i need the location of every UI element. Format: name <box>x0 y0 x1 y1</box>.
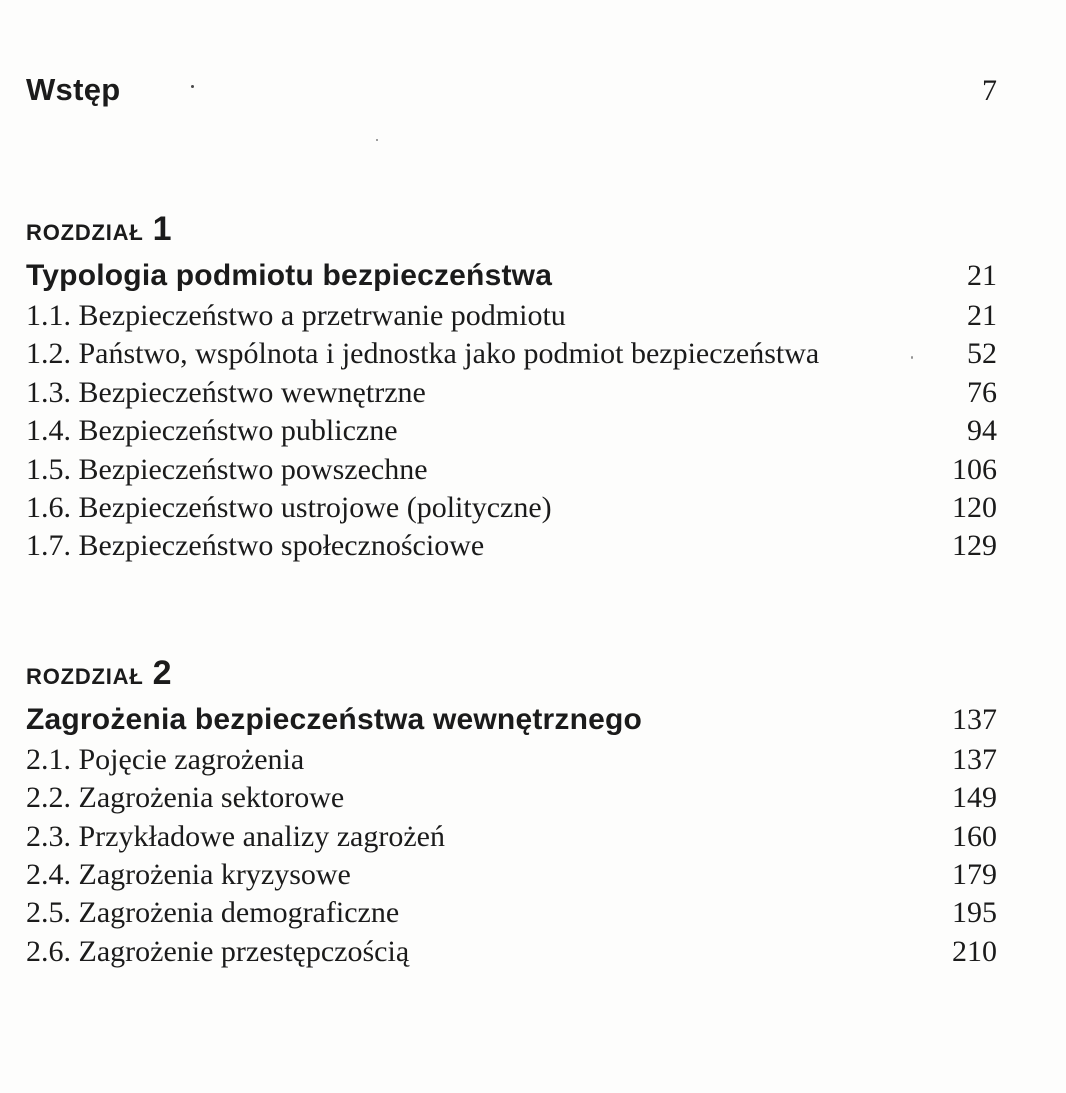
toc-entry-label: 2.1. Pojęcie zagrożenia <box>26 742 305 776</box>
chapter-1-entries <box>26 297 997 566</box>
chapter-1-heading <box>26 209 997 253</box>
toc-entry-page: 52 <box>967 337 997 371</box>
toc-entry-label: 1.3. Bezpieczeństwo wewnętrzne <box>26 375 426 409</box>
toc-entry-row <box>26 527 997 565</box>
chapter-2-entries <box>26 741 997 971</box>
toc-entry-row <box>26 297 997 335</box>
chapter-1-heading-number: 1 <box>152 210 172 248</box>
toc-entry-page: 106 <box>952 452 997 486</box>
toc-entry-row <box>26 741 997 779</box>
toc-entry-row <box>26 451 997 489</box>
toc-entry-row <box>26 818 997 856</box>
toc-entry-row <box>26 779 997 817</box>
toc-entry-label: 1.1. Bezpieczeństwo a przetrwanie podmiotu <box>26 299 566 332</box>
toc-entry-page: 149 <box>952 781 997 815</box>
chapter-2-heading-number: 2 <box>152 653 172 692</box>
toc-front-matter-page: 7 <box>982 74 997 107</box>
toc-entry-page: 129 <box>952 529 997 563</box>
toc-entry-page: 21 <box>967 299 997 332</box>
toc-entry-label: 2.4. Zagrożenia kryzysowe <box>26 858 351 892</box>
toc-entry-label: 2.6. Zagrożenie przestępczością <box>26 934 410 968</box>
toc-entry-page: 76 <box>967 375 997 409</box>
toc-front-matter-row <box>26 73 997 108</box>
toc-entry-page: 210 <box>952 934 997 968</box>
toc-entry-label: 2.2. Zagrożenia sektorowe <box>26 781 345 815</box>
toc-entry-page: 179 <box>952 858 997 892</box>
chapter-2-title: Zagrożenia bezpieczeństwa wewnętrznego <box>26 702 643 736</box>
toc-entry-row <box>26 856 997 894</box>
toc-entry-row <box>26 489 997 527</box>
toc-entry-page: 94 <box>967 414 997 448</box>
toc-entry-row <box>26 412 997 450</box>
toc-entry-label: 1.6. Bezpieczeństwo ustrojowe (polityczne) <box>26 491 552 525</box>
toc-entry-label: 1.2. Państwo, wspólnota i jednostka jako podmiot bezpieczeństwa <box>26 337 820 371</box>
toc-entry-row <box>26 335 997 373</box>
toc-entry-label: 1.4. Bezpieczeństwo publiczne <box>26 414 398 448</box>
scan-speck <box>191 85 194 88</box>
chapter-2-title-row <box>26 701 997 739</box>
chapter-2-heading-word: ROZDZIAŁ <box>26 663 144 689</box>
toc-front-matter-label: Wstęp <box>26 72 121 107</box>
chapter-1-title: Typologia podmiotu bezpieczeństwa <box>26 259 553 292</box>
toc-entry-page: 195 <box>952 896 997 930</box>
chapter-1-title-row <box>26 257 997 295</box>
scan-speck <box>911 356 913 359</box>
toc-entry-page: 120 <box>952 491 997 525</box>
toc-entry-label: 1.5. Bezpieczeństwo powszechne <box>26 452 428 486</box>
toc-entry-row <box>26 374 997 412</box>
toc-entry-page: 137 <box>952 742 997 776</box>
chapter-2-heading <box>26 653 997 697</box>
toc-entry-row <box>26 933 997 971</box>
toc-page <box>0 73 1066 1093</box>
chapter-2-page: 137 <box>952 702 997 736</box>
chapter-1-page: 21 <box>967 259 997 292</box>
toc-entry-page: 160 <box>952 819 997 853</box>
scan-speck <box>376 139 378 141</box>
chapter-1-heading-word: ROZDZIAŁ <box>26 220 144 245</box>
toc-entry-row <box>26 894 997 932</box>
toc-entry-label: 1.7. Bezpieczeństwo społecznościowe <box>26 529 485 563</box>
toc-entry-label: 2.5. Zagrożenia demograficzne <box>26 896 400 930</box>
toc-entry-label: 2.3. Przykładowe analizy zagrożeń <box>26 819 445 853</box>
